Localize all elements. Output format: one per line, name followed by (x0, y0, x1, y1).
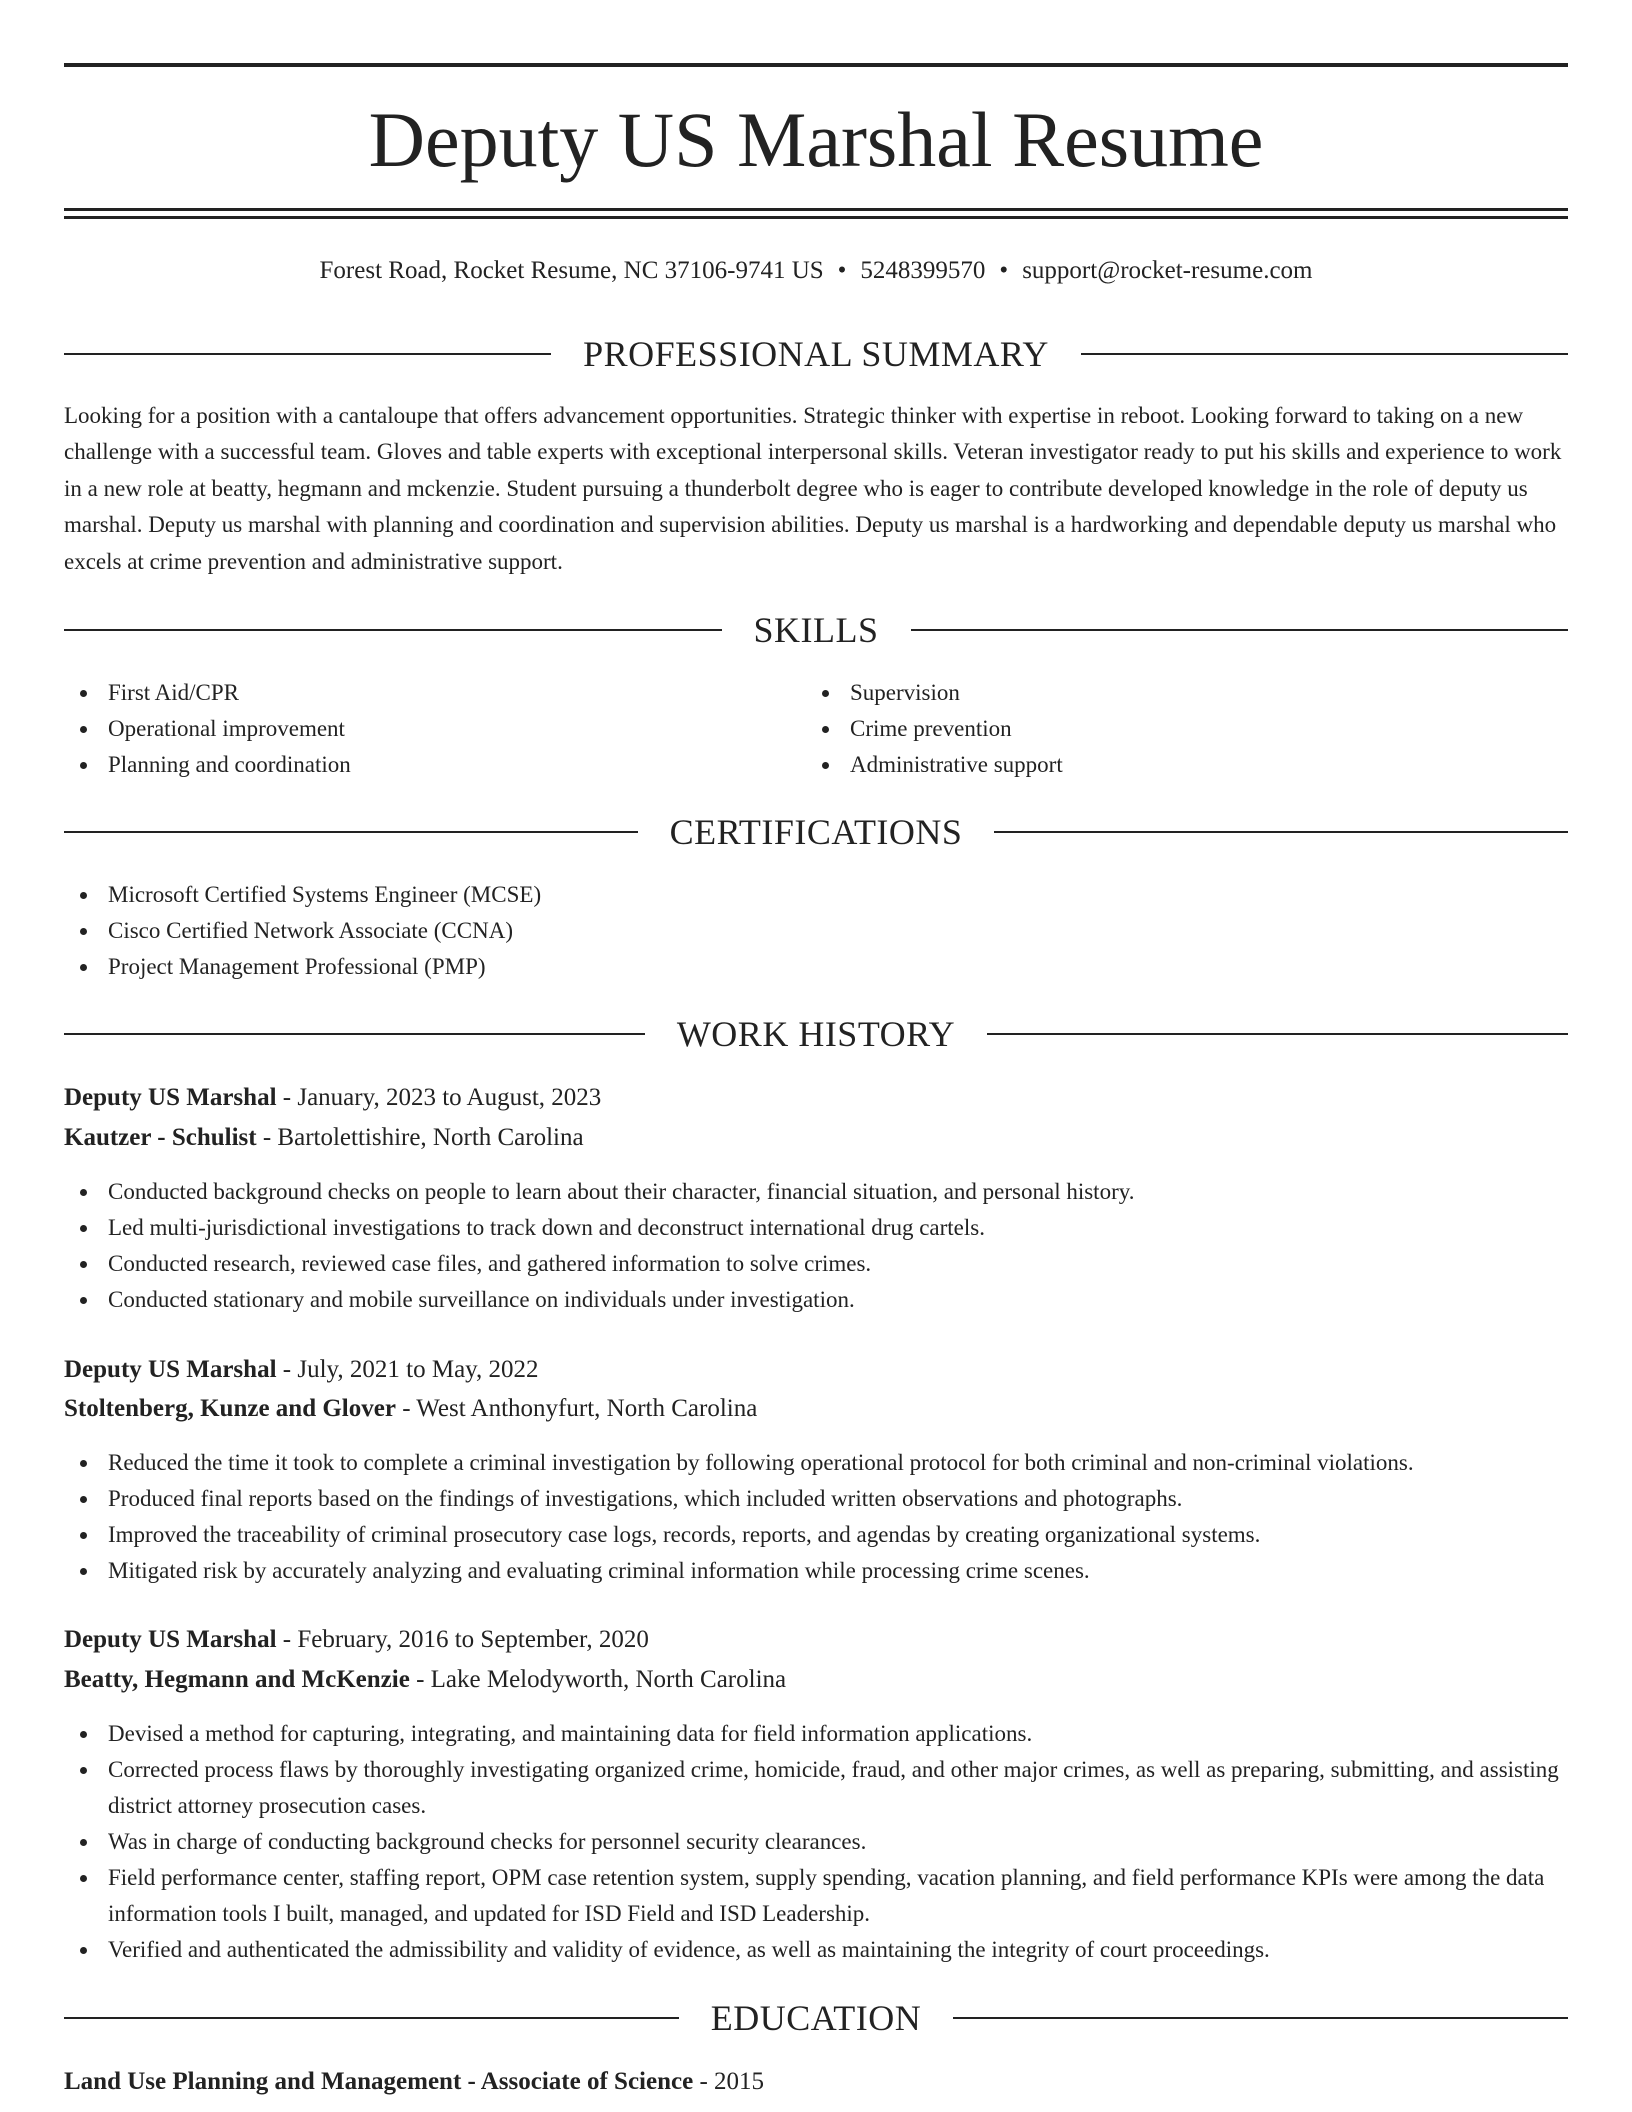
job-dates: - January, 2023 to August, 2023 (282, 1084, 602, 1111)
section-heading-summary (64, 332, 1568, 376)
job-bullet: Was in charge of conducting background checks for personnel security clearances. (64, 1824, 1568, 1860)
job-bullet: Devised a method for capturing, integrating, and maintaining data for field information applications. (64, 1716, 1568, 1752)
job-bullet: Corrected process flaws by thoroughly investigating organized crime, homicide, fraud, and other major crimes, as well as preparing, submitting, and assisting district attorney prosecution cases. (64, 1752, 1568, 1824)
job-company-line (64, 1660, 1568, 1700)
skill-item: Supervision (806, 675, 1506, 711)
heading-rule (953, 2017, 1568, 2019)
job-bullet: Field performance center, staffing report, OPM case retention system, supply spending, vacation planning, and field performance KPIs were among the data information tools I built, managed, and updated for ISD Field and ISD Leadership. (64, 1860, 1568, 1932)
section-title: CERTIFICATIONS (669, 812, 963, 852)
heading-rule (64, 629, 722, 631)
contact-phone: 5248399570 (860, 257, 986, 284)
job-bullet: Produced final reports based on the findings of investigations, which included written observations and photographs. (64, 1481, 1568, 1517)
contact-separator: • (837, 257, 847, 284)
job-company: Stoltenberg, Kunze and Glover (64, 1395, 396, 1422)
contact-separator: • (999, 257, 1009, 284)
job-title-line (64, 1350, 1568, 1390)
job-location: - West Anthonyfurt, North Carolina (402, 1395, 758, 1422)
section-title: EDUCATION (710, 1998, 922, 2038)
section-title: WORK HISTORY (676, 1014, 956, 1054)
heading-rule (64, 2017, 679, 2019)
job-company: Beatty, Hegmann and McKenzie (64, 1666, 410, 1693)
certifications-list (64, 877, 1564, 985)
header-bottom-rule-double (64, 216, 1568, 219)
resume-title: Deputy US Marshal Resume (368, 96, 1264, 183)
section-title: SKILLS (753, 610, 879, 650)
job-bullets (64, 1716, 1568, 1968)
skills-list-left (64, 675, 764, 783)
job-bullet: Led multi-jurisdictional investigations to track down and deconstruct international drug cartels. (64, 1210, 1568, 1246)
job-bullet: Improved the traceability of criminal prosecutory case logs, records, reports, and agendas by creating organizational systems. (64, 1517, 1568, 1553)
job-bullet: Conducted stationary and mobile surveillance on individuals under investigation. (64, 1282, 1568, 1318)
job-dates: - July, 2021 to May, 2022 (282, 1356, 539, 1383)
education-line (64, 2062, 1568, 2102)
job-company: Kautzer - Schulist (64, 1124, 257, 1151)
job-company-line (64, 1118, 1568, 1158)
job-dates: - February, 2016 to September, 2020 (282, 1626, 649, 1653)
heading-rule (987, 1033, 1568, 1035)
section-title: PROFESSIONAL SUMMARY (583, 334, 1049, 374)
heading-rule (994, 831, 1568, 833)
section-heading-work-history (64, 1012, 1568, 1056)
job-bullets (64, 1174, 1568, 1318)
skills-list-right (806, 675, 1506, 783)
job-bullet: Mitigated risk by accurately analyzing and evaluating criminal information while processing crime scenes. (64, 1553, 1568, 1589)
section-heading-education (64, 1996, 1568, 2040)
job-bullet: Reduced the time it took to complete a criminal investigation by following operational protocol for both criminal and non-criminal violations. (64, 1445, 1568, 1481)
section-heading-certifications (64, 810, 1568, 854)
job-title-line (64, 1078, 1568, 1118)
header-bottom-rule (64, 208, 1568, 211)
heading-rule (64, 353, 551, 355)
contact-line (64, 255, 1568, 287)
job-title-line (64, 1620, 1568, 1660)
certification-item: Project Management Professional (PMP) (64, 949, 1564, 985)
heading-rule (64, 1033, 645, 1035)
section-heading-skills (64, 608, 1568, 652)
skill-item: Planning and coordination (64, 747, 764, 783)
heading-rule (911, 629, 1569, 631)
education-year: - 2015 (699, 2068, 765, 2095)
job-title: Deputy US Marshal (64, 1626, 277, 1653)
certification-item: Microsoft Certified Systems Engineer (MCSE) (64, 877, 1564, 913)
job-bullets (64, 1445, 1568, 1589)
heading-rule (64, 831, 638, 833)
heading-rule (1081, 353, 1568, 355)
job-bullet: Conducted background checks on people to learn about their character, financial situation, and personal history. (64, 1174, 1568, 1210)
certification-item: Cisco Certified Network Associate (CCNA) (64, 913, 1564, 949)
education-degree: Land Use Planning and Management - Associate of Science (64, 2068, 694, 2095)
job-location: - Bartolettishire, North Carolina (262, 1124, 584, 1151)
job-bullet: Conducted research, reviewed case files, and gathered information to solve crimes. (64, 1246, 1568, 1282)
skill-item: First Aid/CPR (64, 675, 764, 711)
job-title: Deputy US Marshal (64, 1084, 277, 1111)
skill-item: Crime prevention (806, 711, 1506, 747)
job-company-line (64, 1389, 1568, 1429)
header-top-rule (64, 63, 1568, 67)
summary-text: Looking for a position with a cantaloupe that offers advancement opportunities. Strategic thinker with expertise in reboot. Looking forward to taking on a new challenge with a successful team. Gloves and table experts with exceptional interpersonal skills. Veteran investigator ready to put his skills and experience to work in a new role at beatty, hegmann and mckenzie. Student pursuing a thunderbolt degree who is eager to contribute developed knowledge in the role of deputy us marshal. Deputy us marshal with planning and coordination and supervision abilities. Deputy us marshal is a hardworking and dependable deputy us marshal who excels at crime prevention and administrative support. (64, 403, 1562, 574)
job-location: - Lake Melodyworth, North Carolina (416, 1666, 787, 1693)
contact-address: Forest Road, Rocket Resume, NC 37106-9741 US (319, 257, 824, 284)
contact-email[interactable]: support@rocket-resume.com (1022, 257, 1313, 284)
skill-item: Administrative support (806, 747, 1506, 783)
skill-item: Operational improvement (64, 711, 764, 747)
job-title: Deputy US Marshal (64, 1356, 277, 1383)
job-bullet: Verified and authenticated the admissibility and validity of evidence, as well as maintaining the integrity of court proceedings. (64, 1932, 1568, 1968)
